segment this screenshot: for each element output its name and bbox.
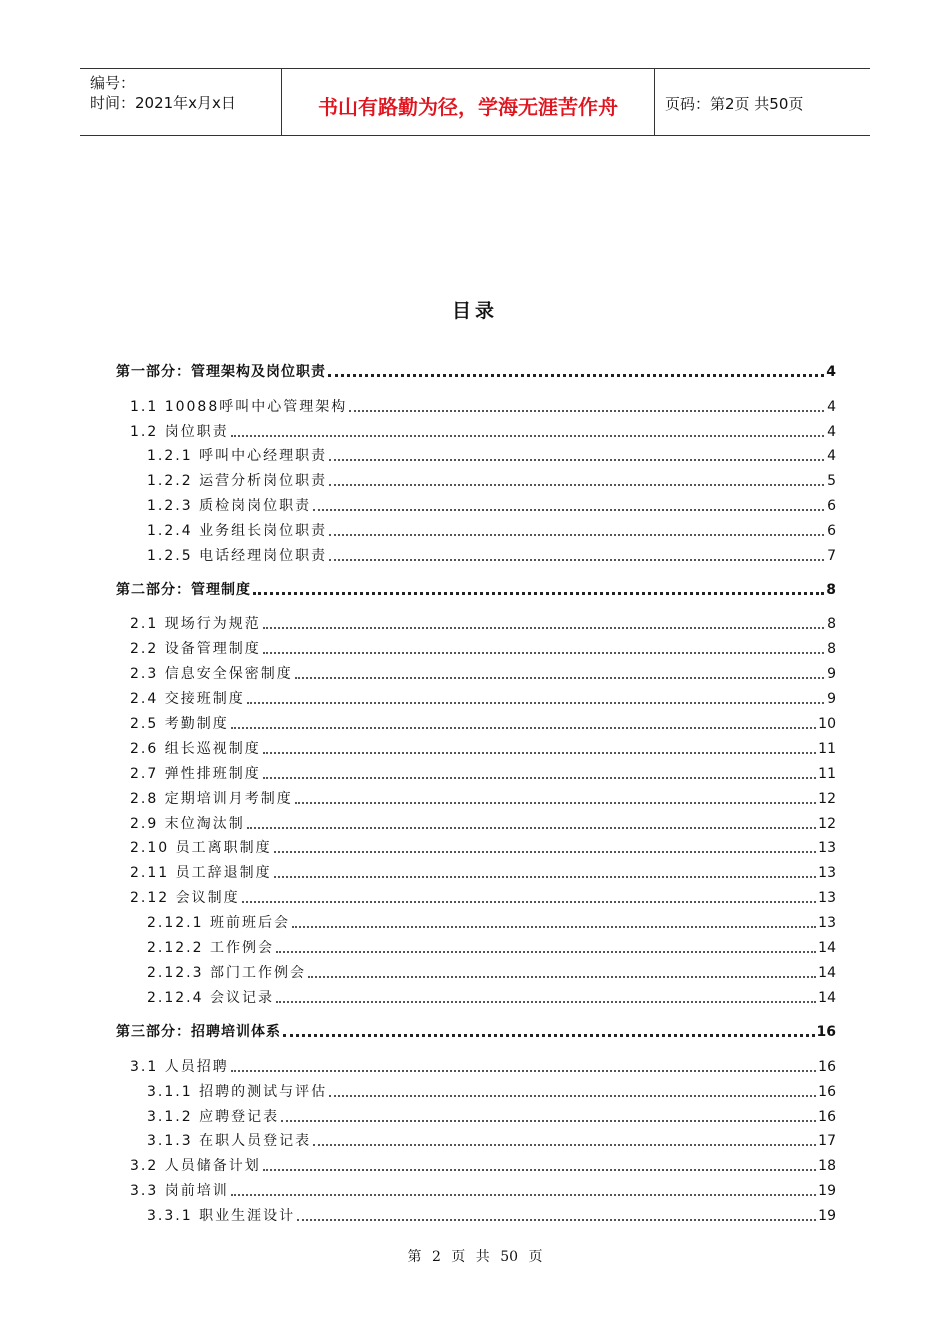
time-label: 时间：2021年x月x日 xyxy=(90,94,236,112)
toc-entry[interactable] xyxy=(147,1130,836,1150)
toc-title: 目录 xyxy=(451,300,498,322)
toc-entry-label: 第三部分：招聘培训体系 xyxy=(116,1024,281,1040)
toc-entry[interactable] xyxy=(130,421,836,441)
toc-entry[interactable] xyxy=(147,445,836,465)
toc-leader xyxy=(231,435,824,437)
toc-entry-label: 1.2.1 呼叫中心经理职责 xyxy=(147,448,328,464)
toc-entry[interactable] xyxy=(130,396,836,416)
toc-entry-label: 2.7 弹性排班制度 xyxy=(130,766,261,782)
toc-entry-label: 2.2 设备管理制度 xyxy=(130,641,261,657)
toc-entry-label: 3.1.3 在职人员登记表 xyxy=(147,1133,312,1149)
toc-leader xyxy=(313,1144,816,1146)
toc-entry-label: 2.12.1 班前班后会 xyxy=(147,915,290,931)
toc-entry-label: 2.3 信息安全保密制度 xyxy=(130,666,293,682)
serial-label: 编号： xyxy=(90,74,136,92)
toc-entry[interactable] xyxy=(147,495,836,515)
toc-entry-page: 14 xyxy=(818,965,836,981)
toc-entry-label: 第一部分：管理架构及岗位职责 xyxy=(116,364,326,380)
toc-entry-label: 2.4 交接班制度 xyxy=(130,691,245,707)
toc-entry[interactable] xyxy=(147,987,836,1007)
toc-entry-page: 9 xyxy=(827,691,836,707)
toc-entry-page: 8 xyxy=(827,641,836,657)
toc-leader xyxy=(231,1070,816,1072)
toc-entry-label: 1.2.3 质检岗岗位职责 xyxy=(147,498,312,514)
toc-entry-page: 10 xyxy=(818,716,836,732)
toc-entry[interactable] xyxy=(130,638,836,658)
toc-leader xyxy=(329,484,824,486)
toc-entry[interactable] xyxy=(116,361,836,381)
toc-entry-label: 2.12.3 部门工作例会 xyxy=(147,965,306,981)
toc-entry[interactable] xyxy=(130,1180,836,1200)
toc-entry-page: 8 xyxy=(826,582,836,598)
toc-entry-label: 1.2.4 业务组长岗位职责 xyxy=(147,523,328,539)
toc-entry[interactable] xyxy=(130,887,836,907)
toc-leader xyxy=(231,1194,816,1196)
toc-entry[interactable] xyxy=(130,837,836,857)
toc-entry-page: 8 xyxy=(827,616,836,632)
toc-entry-label: 2.9 末位淘汰制 xyxy=(130,816,245,832)
toc-entry-label: 第二部分：管理制度 xyxy=(116,582,251,598)
toc-entry-page: 11 xyxy=(818,766,836,782)
toc-entry-page: 13 xyxy=(818,840,836,856)
toc-entry[interactable] xyxy=(116,1021,836,1041)
toc-entry[interactable] xyxy=(147,545,836,565)
toc-entry-page: 9 xyxy=(827,666,836,682)
toc-entry-page: 4 xyxy=(827,424,836,440)
toc-leader xyxy=(263,652,824,654)
toc-entry-label: 2.8 定期培训月考制度 xyxy=(130,791,293,807)
toc-entry[interactable] xyxy=(130,862,836,882)
toc-entry[interactable] xyxy=(130,713,836,733)
page-footer: 第 2 页 共 50 页 xyxy=(407,1249,543,1265)
toc-entry-page: 19 xyxy=(818,1208,836,1224)
toc-entry-page: 11 xyxy=(818,741,836,757)
toc-entry-page: 6 xyxy=(827,523,836,539)
toc-entry-label: 3.3.1 职业生涯设计 xyxy=(147,1208,296,1224)
toc-leader xyxy=(297,1219,816,1221)
toc-entry-label: 1.2.2 运营分析岗位职责 xyxy=(147,473,328,489)
toc-entry-page: 14 xyxy=(818,940,836,956)
toc-entry-page: 12 xyxy=(818,816,836,832)
toc-entry-label: 2.10 员工离职制度 xyxy=(130,840,272,856)
toc-entry-page: 13 xyxy=(818,915,836,931)
toc-leader xyxy=(263,1169,816,1171)
toc-entry[interactable] xyxy=(130,688,836,708)
toc-entry-page: 12 xyxy=(818,791,836,807)
toc-entry[interactable] xyxy=(116,579,836,599)
toc-entry-page: 17 xyxy=(818,1133,836,1149)
toc-leader xyxy=(295,677,824,679)
toc-leader xyxy=(283,1034,815,1037)
page-info: 页码：第2页 共50页 xyxy=(665,95,804,113)
toc-entry-label: 2.5 考勤制度 xyxy=(130,716,229,732)
toc-leader xyxy=(242,901,817,903)
toc-entry[interactable] xyxy=(130,763,836,783)
toc-leader xyxy=(263,752,816,754)
toc-leader xyxy=(295,802,816,804)
toc-entry[interactable] xyxy=(130,1155,836,1175)
toc-leader xyxy=(274,851,817,853)
toc-entry-label: 2.6 组长巡视制度 xyxy=(130,741,261,757)
toc-entry-label: 1.2 岗位职责 xyxy=(130,424,229,440)
toc-leader xyxy=(308,976,816,978)
toc-entry-label: 2.12.4 会议记录 xyxy=(147,990,274,1006)
toc-leader xyxy=(276,1001,816,1003)
toc-leader xyxy=(276,951,816,953)
toc-entry[interactable] xyxy=(130,663,836,683)
toc-leader xyxy=(329,1095,816,1097)
toc-entry[interactable] xyxy=(147,520,836,540)
toc-entry[interactable] xyxy=(147,470,836,490)
toc-entry-page: 18 xyxy=(818,1158,836,1174)
toc-entry[interactable] xyxy=(147,912,836,932)
toc-entry[interactable] xyxy=(147,962,836,982)
toc-entry-page: 16 xyxy=(818,1084,836,1100)
toc-entry-page: 4 xyxy=(826,364,836,380)
toc-entry-label: 3.3 岗前培训 xyxy=(130,1183,229,1199)
toc-entry-page: 6 xyxy=(827,498,836,514)
toc-entry-page: 14 xyxy=(818,990,836,1006)
toc-leader xyxy=(263,777,816,779)
toc-leader xyxy=(329,534,824,536)
toc-entry-label: 2.11 员工辞退制度 xyxy=(130,865,272,881)
toc-entry-page: 7 xyxy=(827,548,836,564)
toc-entry-label: 2.12 会议制度 xyxy=(130,890,240,906)
toc-entry-label: 1.1 10088呼叫中心管理架构 xyxy=(130,399,348,415)
toc-entry[interactable] xyxy=(147,1205,836,1225)
toc-leader xyxy=(313,509,824,511)
toc-entry-page: 19 xyxy=(818,1183,836,1199)
toc-entry-page: 13 xyxy=(818,865,836,881)
toc-entry-page: 16 xyxy=(818,1059,836,1075)
toc-entry[interactable] xyxy=(130,788,836,808)
toc-entry[interactable] xyxy=(147,1106,836,1126)
toc-leader xyxy=(349,410,824,412)
toc-entry-label: 2.12.2 工作例会 xyxy=(147,940,274,956)
toc-entry-label: 3.2 人员储备计划 xyxy=(130,1158,261,1174)
toc-entry[interactable] xyxy=(130,813,836,833)
toc-leader xyxy=(263,627,824,629)
toc-entry-page: 5 xyxy=(827,473,836,489)
toc-leader xyxy=(329,559,824,561)
toc-leader xyxy=(329,459,824,461)
toc-leader xyxy=(292,926,816,928)
toc-leader xyxy=(253,592,824,595)
toc-entry[interactable] xyxy=(130,738,836,758)
toc-entry-label: 1.2.5 电话经理岗位职责 xyxy=(147,548,328,564)
toc-entry-label: 3.1.2 应聘登记表 xyxy=(147,1109,280,1125)
toc-leader xyxy=(247,827,816,829)
toc-leader xyxy=(328,374,824,377)
toc-entry[interactable] xyxy=(147,937,836,957)
toc-entry-label: 2.1 现场行为规范 xyxy=(130,616,261,632)
toc-entry-label: 3.1.1 招聘的测试与评估 xyxy=(147,1084,328,1100)
toc-entry-page: 16 xyxy=(816,1024,836,1040)
toc-entry[interactable] xyxy=(147,1081,836,1101)
toc-entry-page: 4 xyxy=(827,399,836,415)
toc-leader xyxy=(274,876,817,878)
toc-leader xyxy=(281,1120,816,1122)
toc-leader xyxy=(231,727,816,729)
toc-leader xyxy=(247,702,824,704)
toc-entry-page: 13 xyxy=(818,890,836,906)
toc-entry-label: 3.1 人员招聘 xyxy=(130,1059,229,1075)
toc-entry-page: 4 xyxy=(827,448,836,464)
toc-entry[interactable] xyxy=(130,1056,836,1076)
toc-entry-page: 16 xyxy=(818,1109,836,1125)
toc-entry[interactable] xyxy=(130,613,836,633)
motto-text: 书山有路勤为径，学海无涯苦作舟 xyxy=(318,95,618,119)
